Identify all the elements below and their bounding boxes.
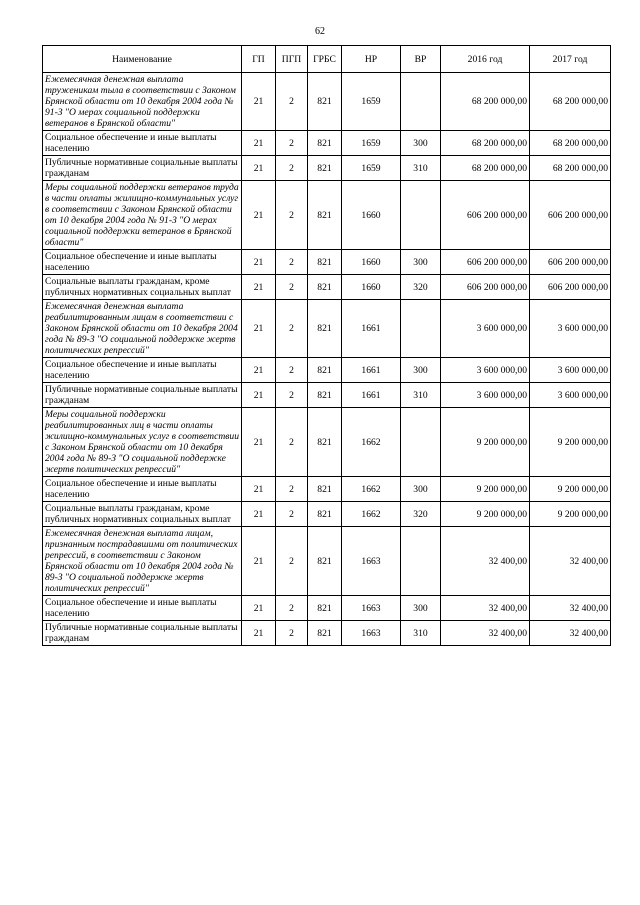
cell-gp: 21 [242, 408, 276, 477]
cell-nr: 1662 [342, 477, 401, 502]
cell-2016: 9 200 000,00 [441, 477, 530, 502]
cell-2017: 32 400,00 [530, 596, 611, 621]
cell-nr: 1663 [342, 596, 401, 621]
cell-pgp: 2 [276, 596, 308, 621]
cell-nr: 1661 [342, 383, 401, 408]
cell-vr [401, 73, 441, 131]
cell-2016: 3 600 000,00 [441, 300, 530, 358]
cell-pgp: 2 [276, 621, 308, 646]
table-row [43, 621, 611, 646]
cell-grbs: 821 [308, 181, 342, 250]
table-row [43, 275, 611, 300]
table-row [43, 408, 611, 477]
table-row [43, 156, 611, 181]
cell-2016: 32 400,00 [441, 621, 530, 646]
cell-2017: 32 400,00 [530, 621, 611, 646]
table-row [43, 358, 611, 383]
cell-2016: 68 200 000,00 [441, 73, 530, 131]
cell-2017: 9 200 000,00 [530, 477, 611, 502]
cell-nr: 1660 [342, 181, 401, 250]
cell-name: Социальные выплаты гражданам, кроме публичных нормативных социальных выплат [43, 275, 242, 300]
cell-2016: 68 200 000,00 [441, 156, 530, 181]
cell-2016: 606 200 000,00 [441, 250, 530, 275]
cell-pgp: 2 [276, 181, 308, 250]
cell-name: Публичные нормативные социальные выплаты гражданам [43, 156, 242, 181]
cell-pgp: 2 [276, 300, 308, 358]
cell-grbs: 821 [308, 131, 342, 156]
cell-nr: 1662 [342, 408, 401, 477]
cell-gp: 21 [242, 300, 276, 358]
cell-vr [401, 408, 441, 477]
cell-vr [401, 300, 441, 358]
cell-pgp: 2 [276, 131, 308, 156]
cell-name: Ежемесячная денежная выплата труженикам тыла в соответствии с Законом Брянской области от 10 декабря 2004 года № 91-З "О мерах социальной поддержки ветеранов в Брянской области" [43, 73, 242, 131]
cell-gp: 21 [242, 502, 276, 527]
cell-2016: 3 600 000,00 [441, 383, 530, 408]
cell-2017: 9 200 000,00 [530, 502, 611, 527]
cell-name: Социальные выплаты гражданам, кроме публичных нормативных социальных выплат [43, 502, 242, 527]
cell-vr: 310 [401, 621, 441, 646]
cell-2017: 3 600 000,00 [530, 300, 611, 358]
cell-name: Меры социальной поддержки ветеранов труда в части оплаты жилищно-коммунальных услуг в соответствии с Законом Брянской области от 10 декабря 2004 года № 91-З "О мерах социальной поддержки ветеранов в Брянской области" [43, 181, 242, 250]
cell-grbs: 821 [308, 527, 342, 596]
cell-name: Социальное обеспечение и иные выплаты населению [43, 250, 242, 275]
cell-name: Социальное обеспечение и иные выплаты населению [43, 358, 242, 383]
cell-2017: 3 600 000,00 [530, 383, 611, 408]
cell-vr [401, 181, 441, 250]
cell-vr: 300 [401, 596, 441, 621]
page-number: 62 [315, 26, 325, 37]
cell-2017: 68 200 000,00 [530, 156, 611, 181]
cell-2016: 9 200 000,00 [441, 502, 530, 527]
cell-2017: 606 200 000,00 [530, 181, 611, 250]
cell-gp: 21 [242, 477, 276, 502]
cell-vr: 300 [401, 477, 441, 502]
cell-2016: 3 600 000,00 [441, 358, 530, 383]
cell-grbs: 821 [308, 477, 342, 502]
cell-gp: 21 [242, 131, 276, 156]
cell-gp: 21 [242, 621, 276, 646]
header-vr: ВР [401, 46, 441, 73]
cell-2016: 606 200 000,00 [441, 181, 530, 250]
cell-gp: 21 [242, 181, 276, 250]
table-row [43, 300, 611, 358]
header-2017: 2017 год [530, 46, 611, 73]
table-row [43, 131, 611, 156]
cell-name: Социальное обеспечение и иные выплаты населению [43, 477, 242, 502]
cell-nr: 1659 [342, 131, 401, 156]
cell-grbs: 821 [308, 383, 342, 408]
cell-pgp: 2 [276, 275, 308, 300]
cell-gp: 21 [242, 250, 276, 275]
table-row [43, 250, 611, 275]
cell-2016: 32 400,00 [441, 596, 530, 621]
table-row [43, 181, 611, 250]
cell-vr: 300 [401, 358, 441, 383]
cell-2016: 606 200 000,00 [441, 275, 530, 300]
cell-nr: 1660 [342, 250, 401, 275]
cell-2017: 606 200 000,00 [530, 250, 611, 275]
cell-nr: 1659 [342, 73, 401, 131]
cell-vr [401, 527, 441, 596]
table-row [43, 383, 611, 408]
cell-gp: 21 [242, 275, 276, 300]
cell-vr: 300 [401, 250, 441, 275]
cell-pgp: 2 [276, 383, 308, 408]
cell-vr: 320 [401, 502, 441, 527]
cell-gp: 21 [242, 527, 276, 596]
table-body [43, 73, 611, 646]
cell-pgp: 2 [276, 250, 308, 275]
cell-name: Меры социальной поддержки реабилитированных лиц в части оплаты жилищно-коммунальных услуг в соответствии с Законом Брянской области от 10 декабря 2004 года № 89-З "О социальной поддержке жертв политических репрессий" [43, 408, 242, 477]
cell-2016: 32 400,00 [441, 527, 530, 596]
cell-gp: 21 [242, 358, 276, 383]
cell-gp: 21 [242, 596, 276, 621]
table-row [43, 527, 611, 596]
cell-name: Социальное обеспечение и иные выплаты населению [43, 131, 242, 156]
cell-grbs: 821 [308, 621, 342, 646]
cell-2016: 9 200 000,00 [441, 408, 530, 477]
cell-vr: 310 [401, 156, 441, 181]
cell-grbs: 821 [308, 300, 342, 358]
cell-gp: 21 [242, 383, 276, 408]
cell-2016: 68 200 000,00 [441, 131, 530, 156]
cell-pgp: 2 [276, 477, 308, 502]
cell-2017: 9 200 000,00 [530, 408, 611, 477]
cell-nr: 1663 [342, 527, 401, 596]
cell-gp: 21 [242, 73, 276, 131]
cell-pgp: 2 [276, 156, 308, 181]
header-2016: 2016 год [441, 46, 530, 73]
table-row [43, 73, 611, 131]
cell-pgp: 2 [276, 502, 308, 527]
table-row [43, 477, 611, 502]
cell-grbs: 821 [308, 250, 342, 275]
cell-name: Публичные нормативные социальные выплаты гражданам [43, 621, 242, 646]
cell-grbs: 821 [308, 596, 342, 621]
cell-2017: 606 200 000,00 [530, 275, 611, 300]
cell-grbs: 821 [308, 408, 342, 477]
cell-2017: 3 600 000,00 [530, 358, 611, 383]
header-grbs: ГРБС [308, 46, 342, 73]
table-row [43, 502, 611, 527]
table-header-row [43, 46, 611, 73]
cell-nr: 1663 [342, 621, 401, 646]
cell-grbs: 821 [308, 275, 342, 300]
cell-name: Публичные нормативные социальные выплаты гражданам [43, 383, 242, 408]
cell-2017: 68 200 000,00 [530, 73, 611, 131]
cell-grbs: 821 [308, 358, 342, 383]
header-gp: ГП [242, 46, 276, 73]
cell-nr: 1661 [342, 358, 401, 383]
cell-grbs: 821 [308, 156, 342, 181]
cell-pgp: 2 [276, 527, 308, 596]
cell-nr: 1661 [342, 300, 401, 358]
cell-vr: 320 [401, 275, 441, 300]
cell-grbs: 821 [308, 73, 342, 131]
cell-name: Социальное обеспечение и иные выплаты населению [43, 596, 242, 621]
header-pgp: ПГП [276, 46, 308, 73]
cell-name: Ежемесячная денежная выплата лицам, признанным пострадавшими от политических репрессий, в соответствии с Законом Брянской области от 10 декабря 2004 года № 89-З "О социальной поддержке жертв политических репрессий" [43, 527, 242, 596]
cell-2017: 32 400,00 [530, 527, 611, 596]
table-row [43, 596, 611, 621]
cell-pgp: 2 [276, 73, 308, 131]
cell-vr: 300 [401, 131, 441, 156]
cell-name: Ежемесячная денежная выплата реабилитированным лицам в соответствии с Законом Брянской области от 10 декабря 2004 года № 89-З "О социальной поддержке жертв политических репрессий" [43, 300, 242, 358]
cell-vr: 310 [401, 383, 441, 408]
cell-gp: 21 [242, 156, 276, 181]
cell-nr: 1659 [342, 156, 401, 181]
cell-pgp: 2 [276, 408, 308, 477]
cell-grbs: 821 [308, 502, 342, 527]
cell-2017: 68 200 000,00 [530, 131, 611, 156]
cell-pgp: 2 [276, 358, 308, 383]
cell-nr: 1662 [342, 502, 401, 527]
header-nr: НР [342, 46, 401, 73]
header-name: Наименование [43, 46, 242, 73]
budget-table [42, 45, 611, 646]
cell-nr: 1660 [342, 275, 401, 300]
